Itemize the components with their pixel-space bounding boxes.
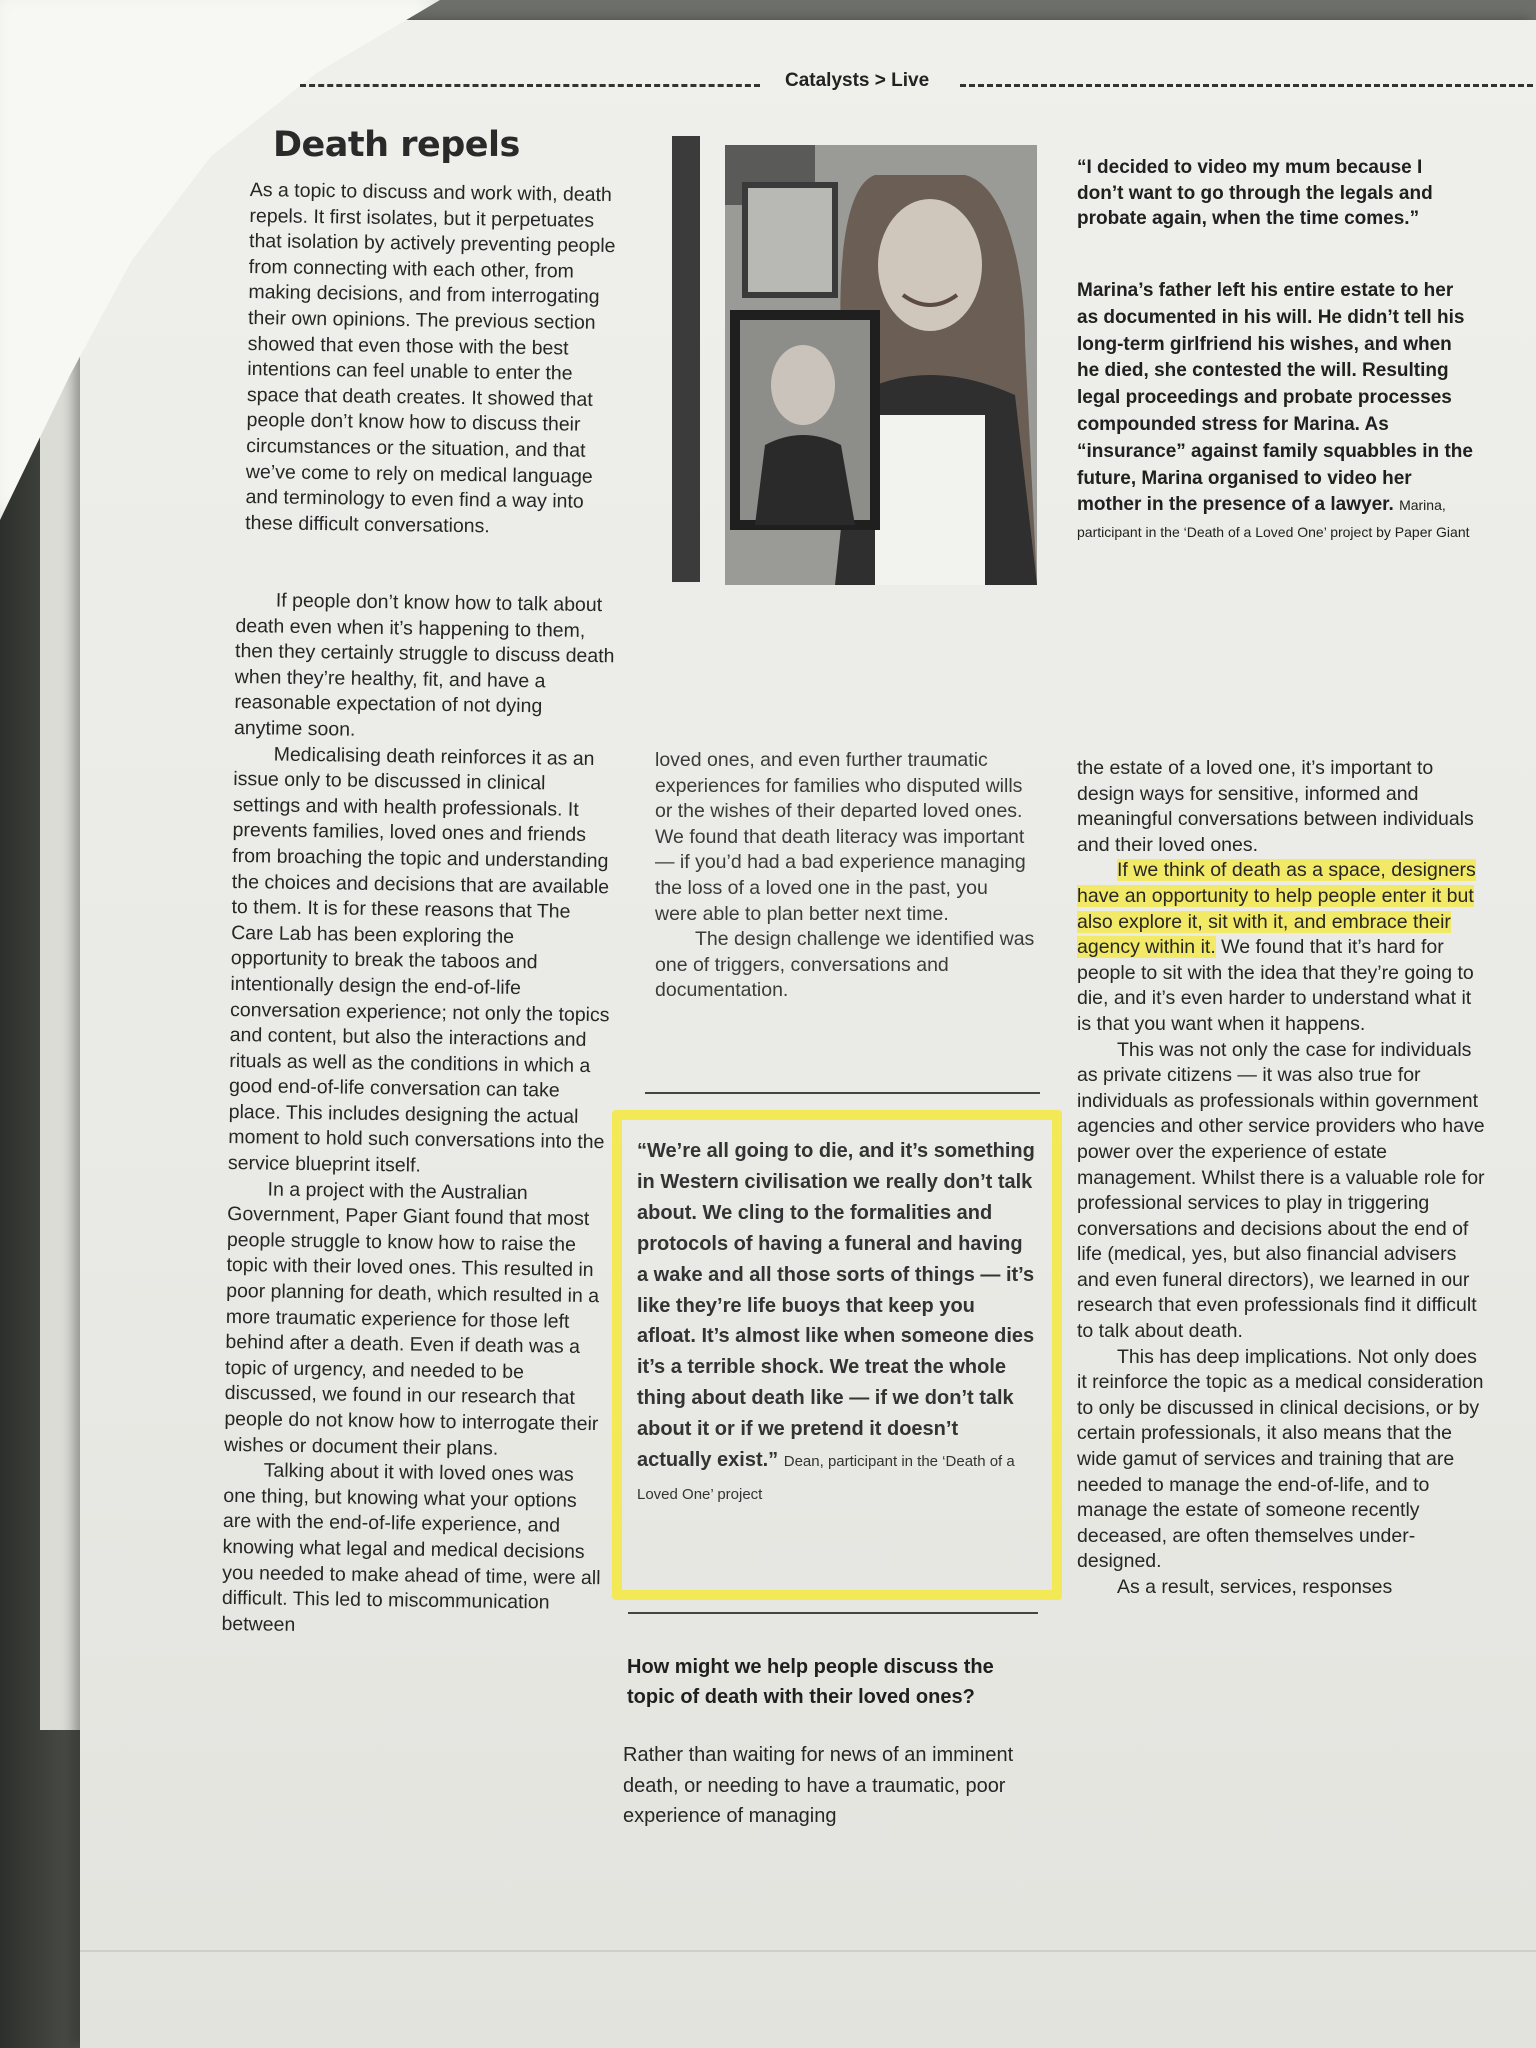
body-paragraph: The design challenge we identified was one of triggers, conversations and documentation. [655, 928, 1035, 1002]
intro-paragraph: As a topic to discuss and work with, death repels. It first isolates, but it perpetuates that isolation by actively preventing people from connecting with each other, from making decisions, and from interrogating their own opinions. The previous section showed that even those with the best intentions can feel unable to enter the space that death creates. It showed that people don’t know how to discuss their circumstances or the situation, and that we’ve come to rely on medical language and terminology to even find a way into these difficult conversations. [245, 178, 616, 538]
pull-quote-text: “We’re all going to die, and it’s something in Western civilisation we really don’t talk about. We cling to the formalities and protocols of having a funeral and having a wake and all those sorts of things — it’s like they’re life buoys that keep you afloat. It’s almost like when someone dies it’s a terrible shock. We treat the whole thing about death like — if we don’t talk about it or if we pretend it doesn’t actually exist.” [637, 1140, 1035, 1472]
body-paragraph: This was not only the case for individuals as private citizens — it was also true for individuals as professionals within government agencies and other service providers who have power over the experience of estate management. Whilst there is a valuable role for professional services to play in triggering conversations and decisions about the end of life (medical, yes, but also financial advisers and even funeral directors), we learned in our research that even professionals find it difficult to talk about death. [1077, 1038, 1485, 1343]
left-column-intro [245, 178, 620, 541]
header-dashed-rule-right [960, 84, 1536, 87]
participant-story [1077, 278, 1477, 546]
highlighted-sentence: If we think of death as a space, designers have an opportunity to help people enter it but also explore it, sit with it, and embrace their agency within it. [1077, 859, 1476, 959]
body-paragraph [1077, 756, 1487, 858]
body-paragraph: loved ones, and even further traumatic experiences for families who disputed wills or the wishes of their departed loved ones. We found that death literacy was important — if you’d had a bad experience managing the loss of a loved one in the past, you were able to plan better next time. [655, 749, 1026, 925]
body-paragraph: As a result, services, responses [1117, 1576, 1393, 1598]
body-paragraph: If people don’t know how to talk about death even when it’s happening to them, then they certainly struggle to discuss death when they’re healthy, fit, and have a reasonable expectation of not dying anytime soon. [233, 589, 615, 741]
follow-sentence: We found that it’s hard for people to sit with the idea that they’re going to die, and it’s even harder to understand what it is that you want when it happens. [1077, 936, 1474, 1035]
left-column-body [221, 588, 616, 1643]
middle-column-continuation [623, 1740, 1043, 1832]
pull-quote [637, 1136, 1037, 1511]
side-quote: “I decided to video my mum because I don’t want to go through the legals and probate again, when the time comes.” [1077, 157, 1433, 229]
body-paragraph: Rather than waiting for news of an imminent death, or needing to have a traumatic, poor experience of managing [623, 1744, 1014, 1827]
article-title: Death repels [273, 125, 520, 165]
portrait-illustration [725, 145, 1037, 585]
body-paragraph: Talking about it with loved ones was one thing, but knowing what your options are with the end-of-life experience, and knowing what legal and medical decisions you needed to make ahead of time, were all difficult. This led to miscommunication between [221, 1459, 601, 1636]
pull-quote-rule-bottom [628, 1612, 1038, 1614]
participant-attribution: Marina, participant in the ‘Death of a Loved One’ project by Paper Giant [1077, 497, 1470, 541]
right-column-body [1077, 756, 1487, 1601]
body-paragraph: This has deep implications. Not only does it reinforce the topic as a medical consideration to only be discussed in clinical decisions, or by certain professionals, it also means that the wide gamut of services and training that are needed to manage the end-of-life, and to manage the estate of someone recently deceased, are often themselves under-designed. [1077, 1345, 1484, 1573]
page-fold-line [80, 1950, 1536, 1952]
middle-column-body [655, 748, 1035, 1004]
pull-quote-rule-top [645, 1092, 1040, 1094]
portrait-photo [725, 145, 1037, 585]
subheading: How might we help people discuss the topic of death with their loved ones? [627, 1656, 994, 1708]
body-paragraph: In a project with the Australian Government, Paper Giant found that most people struggle to know how to raise the topic with their loved ones. This resulted in poor planning for death, which resulted in a more traumatic experience for those left behind after a death. Even if death was a topic of urgency, and needed to be discussed, we found in our research that people do not know how to interrogate their wishes or document their plans. [223, 1178, 600, 1460]
section-breadcrumb: Catalysts > Live [785, 70, 930, 91]
lead-sentence: the estate of a loved one, it’s important to design ways for sensitive, informed and meaningful conversations between individuals and their loved ones. [1077, 757, 1474, 856]
pull-quote-attribution: Dean, participant in the ‘Death of a Loved One’ project [637, 1453, 1015, 1503]
header-dashed-rule-left [300, 84, 760, 87]
running-header [300, 70, 1440, 110]
body-paragraph: Medicalising death reinforces it as an issue only to be discussed in clinical settings and with health professionals. It prevents families, loved ones and friends from broaching the topic and understanding the choices and decisions that are available to them. It is for these reasons that The Care Lab has been exploring the opportunity to break the taboos and intentionally design the end-of-life conversation experience; not only the topics and content, but also the interactions and rituals as well as the conditions in which a good end-of-life conversation can take place. This includes designing the actual moment to hold such conversations into the service blueprint itself. [227, 743, 610, 1177]
photo-accent-bar [672, 136, 700, 582]
participant-story-text: Marina’s father left his entire estate to her as documented in his will. He didn’t tell his long-term girlfriend his wishes, and when he died, she contested the will. Resulting legal proceedings and probate processes compounded stress for Marina. As “insurance” against family squabbles in the future, Marina organised to video her mother in the presence of a lawyer. [1077, 280, 1473, 516]
body-paragraph [1077, 858, 1487, 1037]
